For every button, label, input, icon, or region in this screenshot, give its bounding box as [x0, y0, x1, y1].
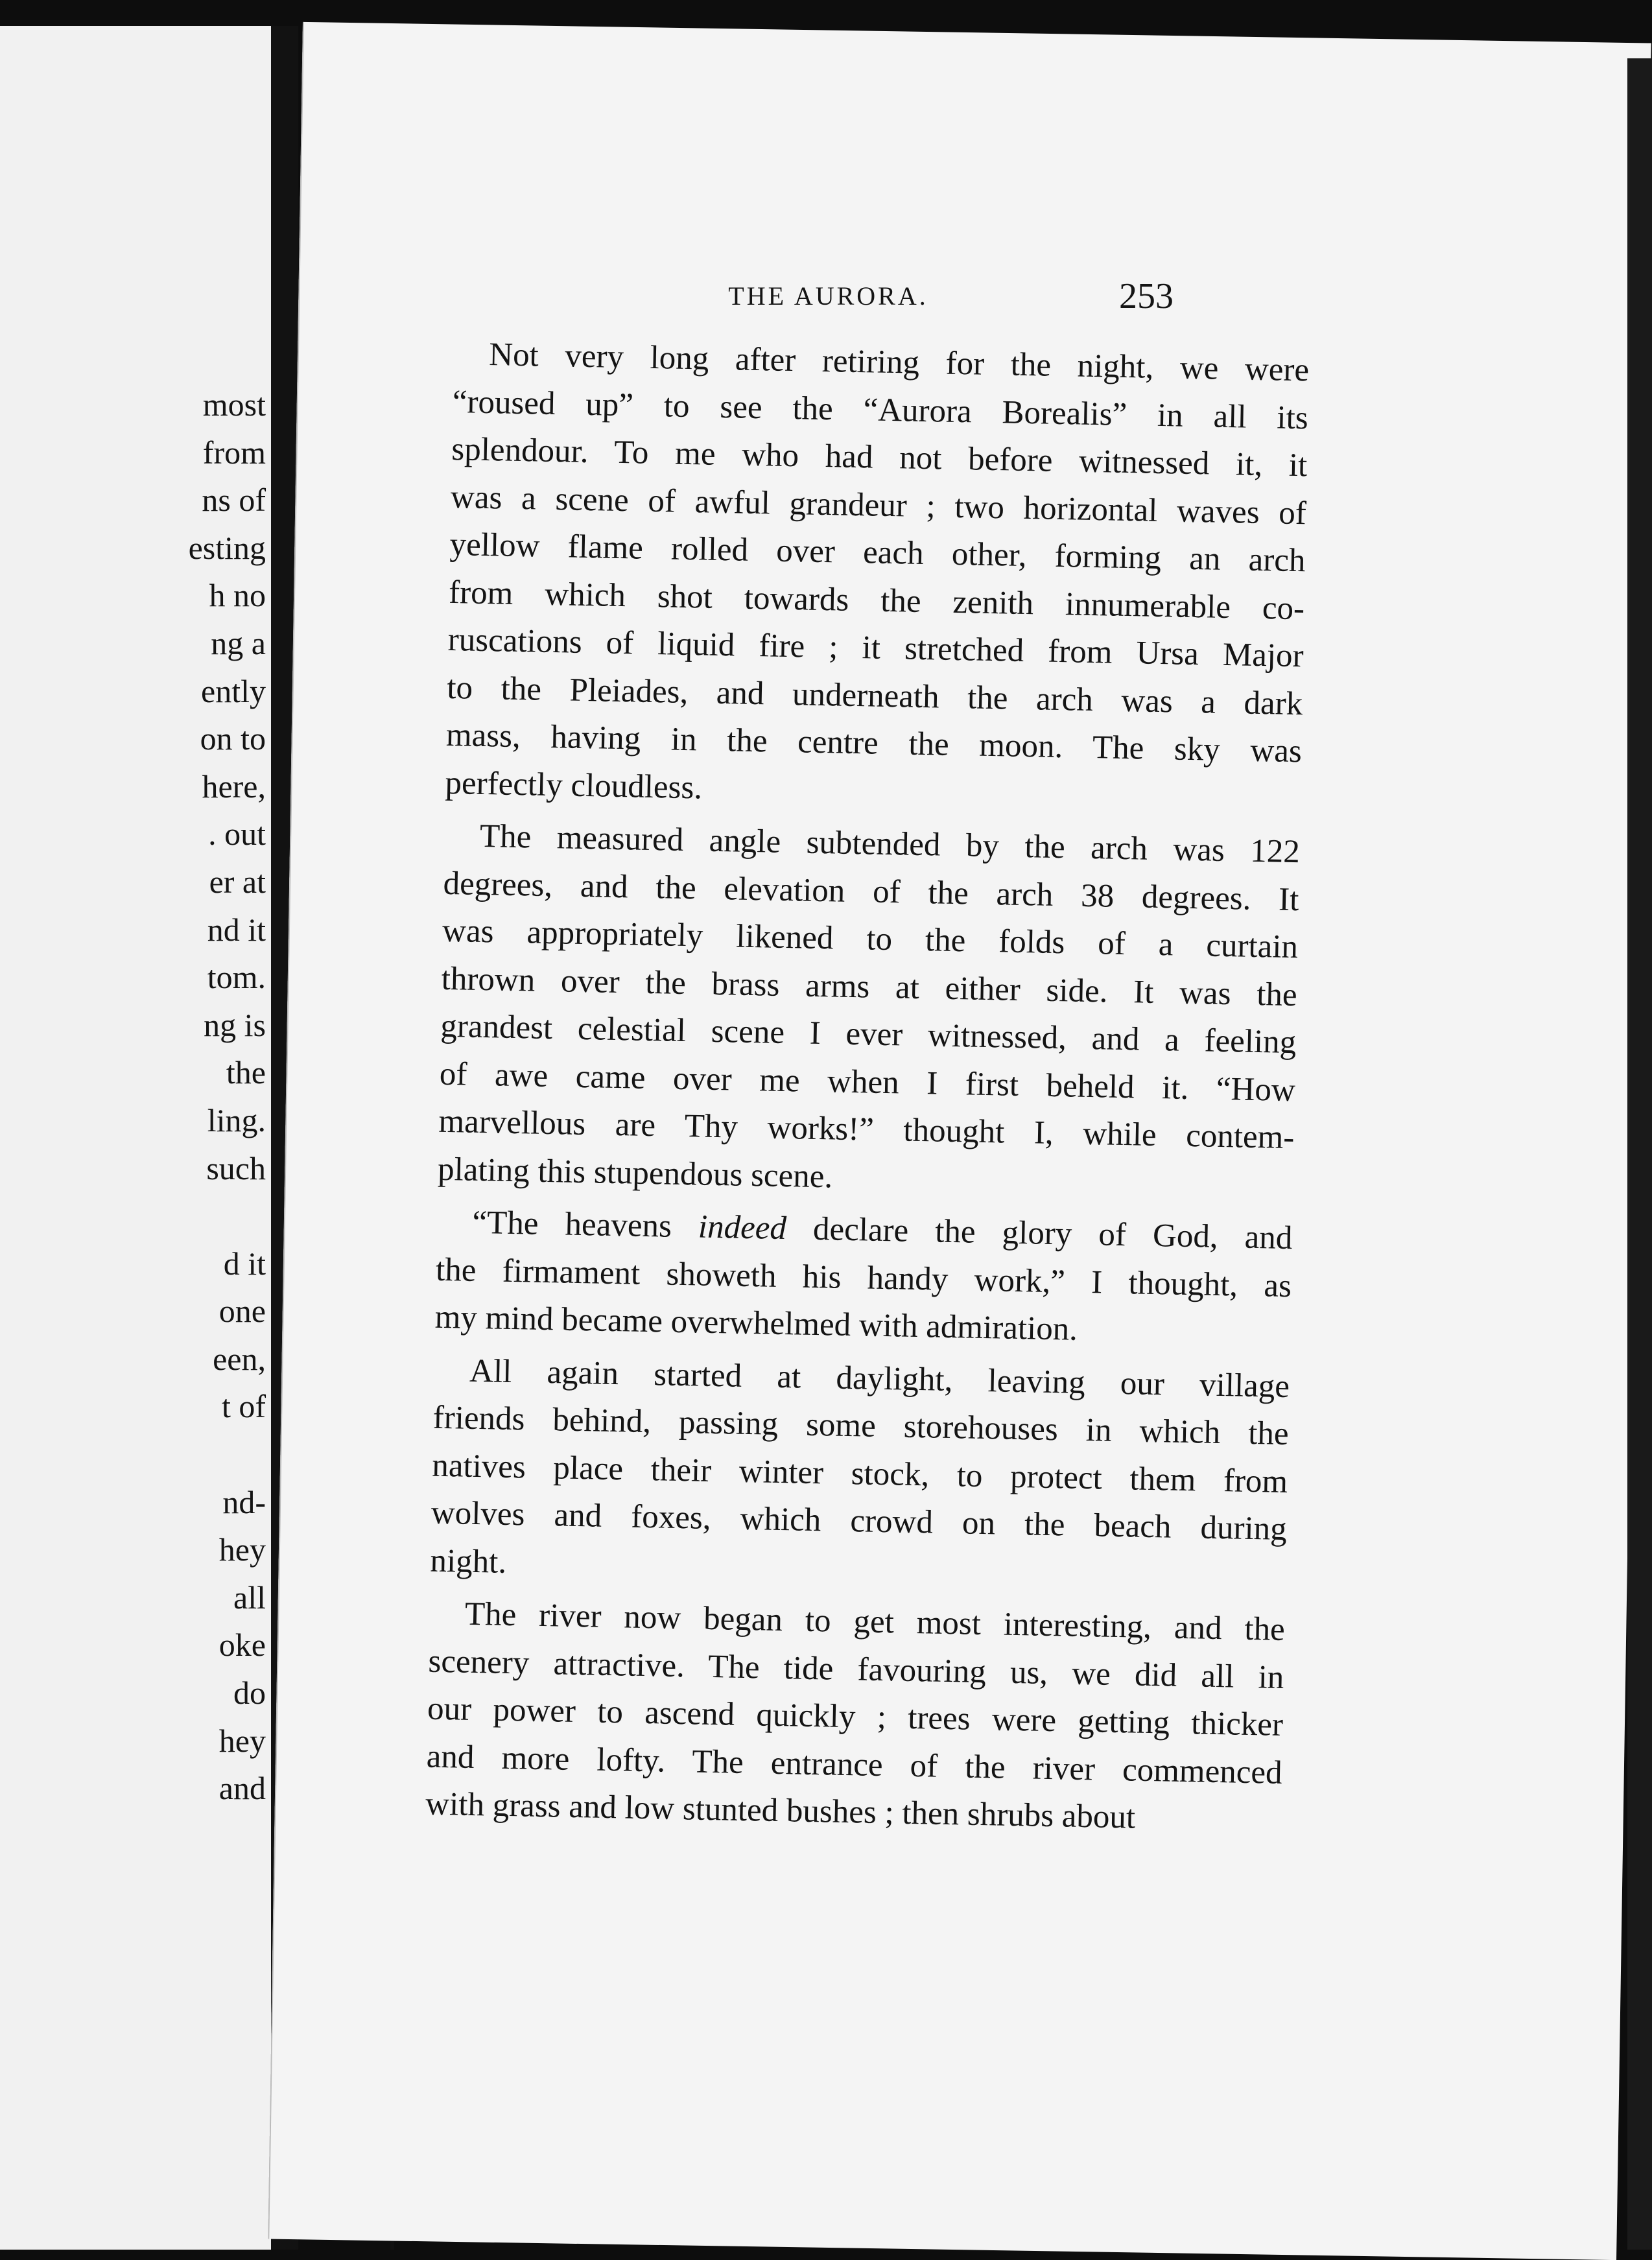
- left-page-fragment: er at: [209, 863, 266, 900]
- text-line: was a scene of awful grandeur ; two horizontal waves of: [450, 478, 1307, 532]
- text-line: The river now began to get most interesting, and the: [464, 1595, 1286, 1648]
- left-page-fragment: [71, 1431, 266, 1479]
- left-page-fragment: ns of: [202, 482, 266, 519]
- left-page-fragment: . out: [208, 816, 266, 853]
- text-line: “roused up” to see the “Aurora Borealis” in all its: [452, 383, 1309, 436]
- left-page-text-fragments: [71, 381, 266, 1813]
- paragraph: [434, 1199, 1293, 1358]
- text-line: of awe came over me when I first beheld it. “How: [439, 1055, 1296, 1109]
- paragraph: [437, 812, 1300, 1210]
- text-line: “The heavens indeed declare the glory of God, and: [472, 1204, 1293, 1257]
- text-line: perfectly cloudless.: [445, 764, 703, 806]
- left-page-fragment: oke: [218, 1627, 266, 1664]
- text-line: ruscations of liquid fire ; it stretched from Ursa Major: [447, 621, 1304, 675]
- text-line: wolves and foxes, which crowd on the beach during: [431, 1494, 1288, 1548]
- left-page-fragment: h no: [209, 577, 266, 614]
- running-title: THE AURORA.: [728, 281, 928, 311]
- left-page-fragment: hey: [218, 1722, 266, 1759]
- left-page-fragment: on to: [200, 720, 266, 757]
- left-page-fragment: [71, 1192, 266, 1240]
- text-line: friends behind, passing some storehouses in which the: [432, 1399, 1290, 1453]
- text-line: plating this stupendous scene.: [437, 1151, 833, 1195]
- paragraph: [430, 1347, 1290, 1601]
- running-head: [483, 276, 1174, 321]
- left-page-fragment: the: [226, 1054, 266, 1091]
- paragraph: [425, 1590, 1286, 1845]
- left-page-fragment: ently: [201, 672, 266, 709]
- text-line: our power to ascend quickly ; trees were getting thicker: [427, 1690, 1284, 1743]
- left-page-fragment: nd it: [207, 911, 266, 948]
- text-line: the firmament showeth his handy work,” I thought, as: [435, 1251, 1292, 1304]
- paragraph: [445, 331, 1310, 823]
- text-line: scenery attractive. The tide favouring us, we did all in: [428, 1643, 1284, 1696]
- text-line: with grass and low stunted bushes ; then shrubs about: [425, 1785, 1136, 1836]
- left-facing-page: [0, 26, 271, 2250]
- text-line: splendour. To me who had not before witnessed it, it: [451, 430, 1308, 484]
- left-page-fragment: een,: [213, 1340, 266, 1377]
- left-page-fragment: d it: [223, 1245, 266, 1282]
- page-edge-shadow: [1627, 58, 1652, 2250]
- text-line: The measured angle subtended by the arch was 122: [479, 818, 1301, 871]
- left-page-fragment: nd-: [222, 1483, 266, 1520]
- left-page-fragment: and: [218, 1770, 266, 1807]
- left-page-fragment: t of: [221, 1388, 266, 1425]
- text-line: and more lofty. The entrance of the river commenced: [426, 1738, 1283, 1791]
- left-page-fragment: hey: [218, 1531, 266, 1568]
- left-page-fragment: ng is: [204, 1006, 266, 1043]
- text-line: thrown over the brass arms at either side. It was the: [441, 960, 1298, 1013]
- left-page-fragment: here,: [202, 768, 266, 805]
- text-line: was appropriately likened to the folds of a curtain: [442, 912, 1299, 966]
- text-line: Not very long after retiring for the night, we were: [488, 336, 1310, 389]
- left-page-fragment: ng a: [211, 624, 266, 661]
- text-line: All again started at daylight, leaving our village: [469, 1352, 1290, 1405]
- left-page-fragment: esting: [188, 529, 266, 566]
- left-page-fragment: one: [218, 1293, 266, 1330]
- text-line: to the Pleiades, and underneath the arch was a dark: [446, 669, 1303, 722]
- text-line: night.: [430, 1542, 507, 1581]
- left-page-fragment: such: [206, 1149, 266, 1186]
- left-page-fragment: tom.: [207, 959, 266, 996]
- page-number: 253: [1119, 276, 1174, 316]
- text-line: grandest celestial scene I ever witnessed, and a feeling: [440, 1007, 1297, 1061]
- text-line: yellow flame rolled over each other, forming an arch: [449, 526, 1306, 580]
- text-line: marvellous are Thy works!” thought I, while contem-: [438, 1103, 1295, 1157]
- left-page-fragment: ling.: [207, 1101, 266, 1138]
- left-page-fragment: most: [202, 386, 266, 423]
- text-line: degrees, and the elevation of the arch 38 degrees. It: [443, 865, 1299, 918]
- text-line: mass, having in the centre the moon. The sky was: [445, 716, 1303, 770]
- text-line: natives place their winter stock, to protect them from: [431, 1447, 1288, 1500]
- left-page-fragment: all: [233, 1579, 266, 1616]
- left-page-fragment: do: [233, 1675, 266, 1712]
- text-line: from which shot towards the zenith innumerable co-: [448, 574, 1305, 627]
- text-line: my mind became overwhelmed with admiration.: [434, 1299, 1078, 1348]
- left-page-fragment: from: [202, 434, 266, 471]
- body-text: [425, 331, 1309, 1850]
